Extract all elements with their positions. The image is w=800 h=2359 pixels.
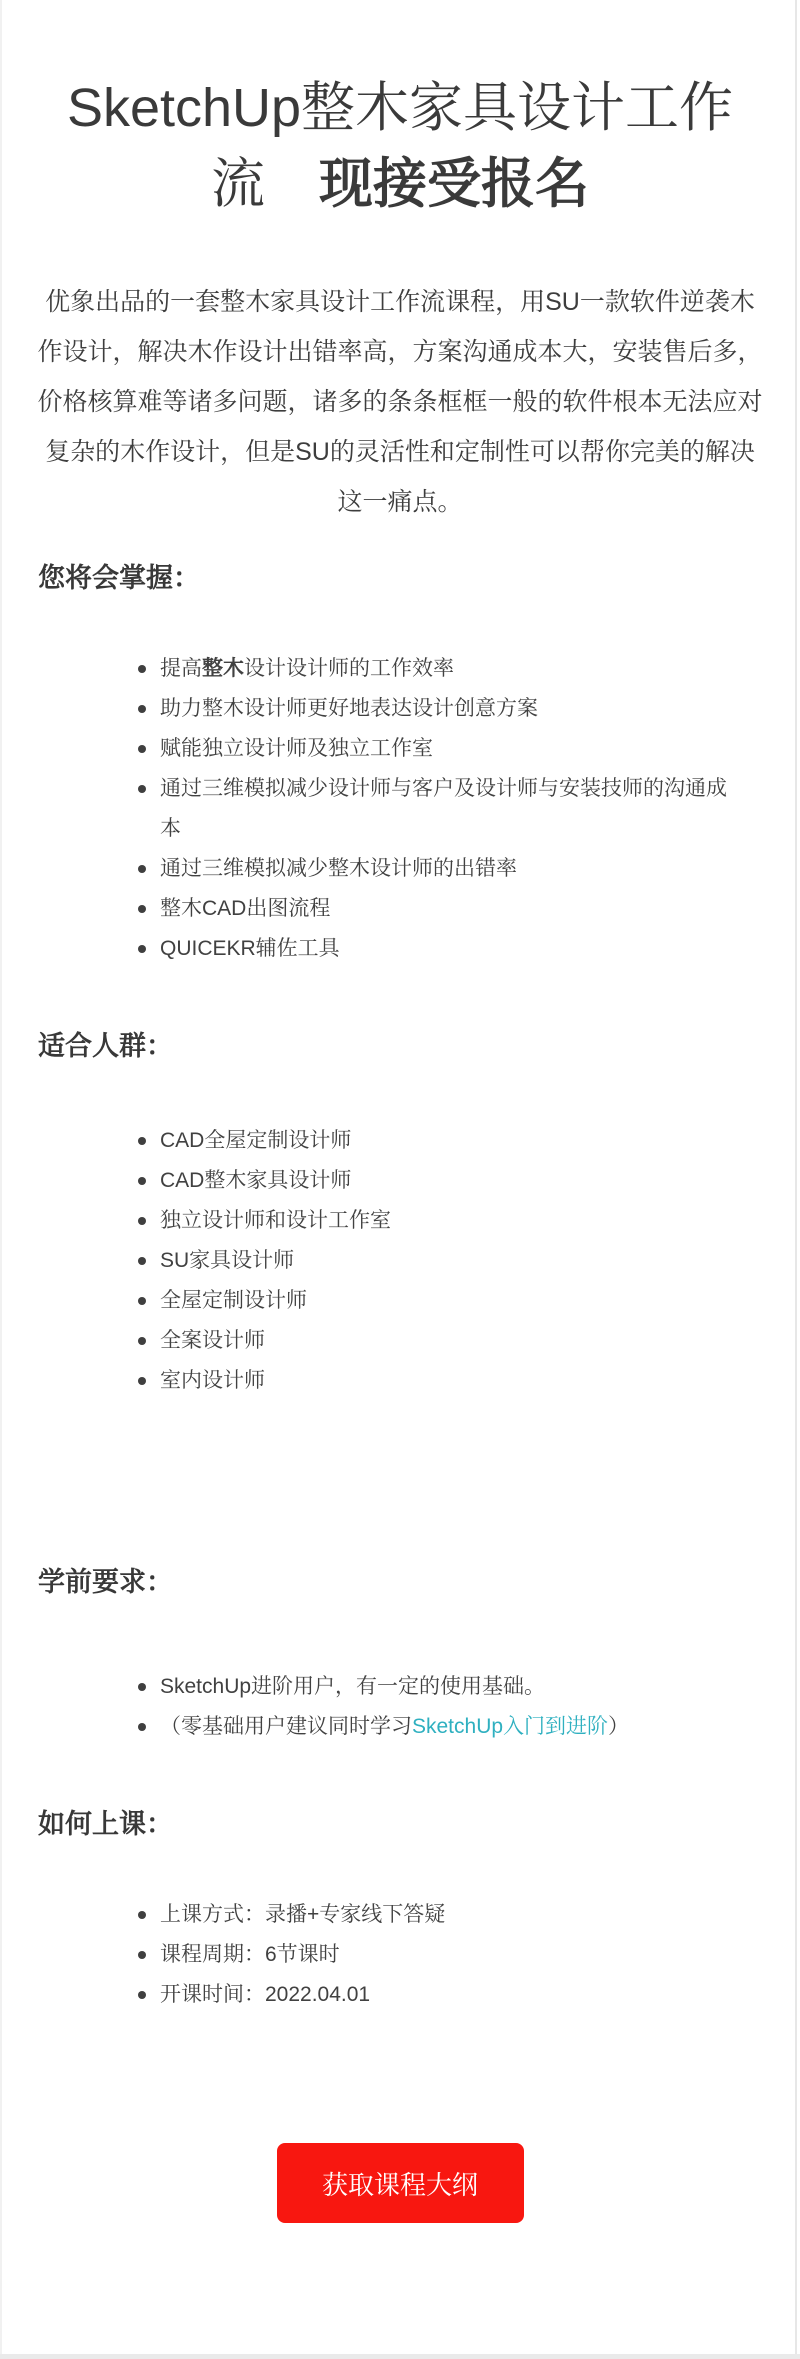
master-list xyxy=(138,649,800,969)
intro-paragraph: 优象出品的一套整木家具设计工作流课程，用SU一款软件逆袭木作设计，解决木作设计出错率高，方案沟通成本大，安装售后多，价格核算难等诸多问题，诸多的条条框框一般的软件根本无法应对复杂的木作设计，但是SU的灵活性和定制性可以帮你完美的解决这一痛点。 xyxy=(37,288,763,516)
list-item-text: 通过三维模拟减少设计师与客户及设计师与安装技师的沟通成本 xyxy=(160,777,727,840)
bullet-dot xyxy=(138,1911,146,1919)
list-item-text: 室内设计师 xyxy=(160,1369,265,1392)
bullet-dot xyxy=(138,1991,146,1999)
bullet-dot xyxy=(138,1337,146,1345)
list-item-text-pre: 提高 xyxy=(160,657,202,680)
list-item xyxy=(138,1161,738,1201)
right-edge-line xyxy=(795,0,797,2359)
list-item xyxy=(138,1667,738,1707)
list-item-text: CAD整木家具设计师 xyxy=(160,1169,352,1192)
bullet-dot xyxy=(138,1297,146,1305)
prereq-list xyxy=(138,1667,800,1747)
list-item xyxy=(138,1281,738,1321)
list-item-text: 通过三维模拟减少整木设计师的出错率 xyxy=(160,857,517,880)
list-item xyxy=(138,1975,738,2015)
list-item-text: QUICEKR辅佐工具 xyxy=(160,937,340,960)
bullet-dot xyxy=(138,705,146,713)
list-item xyxy=(138,649,738,689)
list-item-text-post: 设计设计师的工作效率 xyxy=(244,657,454,680)
list-item-text: 上课方式：录播+专家线下答疑 xyxy=(160,1903,446,1926)
list-item xyxy=(138,1121,738,1161)
list-item-text: CAD全屋定制设计师 xyxy=(160,1129,352,1152)
page-title xyxy=(0,0,800,222)
list-item xyxy=(138,849,738,889)
left-edge-line xyxy=(0,0,2,2359)
get-course-outline-button[interactable]: 获取课程大纲 xyxy=(277,2143,524,2223)
sketchup-beginner-course-link[interactable]: SketchUp入门到进阶 xyxy=(412,1715,609,1738)
section-heading-master: 您将会掌握： xyxy=(38,563,200,593)
list-item-text-pre: （零基础用户建议同时学习 xyxy=(160,1715,412,1738)
list-item-text: 独立设计师和设计工作室 xyxy=(160,1209,391,1232)
list-item-text: SU家具设计师 xyxy=(160,1249,295,1272)
list-item-text: 全屋定制设计师 xyxy=(160,1289,307,1312)
list-item-text xyxy=(160,649,454,689)
bullet-dot xyxy=(138,1683,146,1691)
list-item-text: 助力整木设计师更好地表达设计创意方案 xyxy=(160,697,538,720)
howto-list xyxy=(138,1895,800,2015)
list-item-text: 赋能独立设计师及独立工作室 xyxy=(160,737,433,760)
list-item xyxy=(138,1241,738,1281)
bottom-edge-line xyxy=(0,2354,800,2359)
list-item xyxy=(138,1201,738,1241)
bullet-dot xyxy=(138,1137,146,1145)
audience-list xyxy=(138,1121,800,1401)
list-item xyxy=(138,769,738,849)
section-heading-audience: 适合人群： xyxy=(38,1031,173,1061)
bullet-dot xyxy=(138,1377,146,1385)
list-item-text: 整木CAD出图流程 xyxy=(160,897,331,920)
bullet-dot xyxy=(138,1951,146,1959)
bullet-dot xyxy=(138,1723,146,1731)
list-item xyxy=(138,1707,738,1747)
list-item-text-post: ） xyxy=(608,1715,630,1738)
bullet-dot xyxy=(138,945,146,953)
bullet-dot xyxy=(138,865,146,873)
list-item-text: 课程周期：6节课时 xyxy=(160,1943,340,1966)
bullet-dot xyxy=(138,1177,146,1185)
list-item-text: SketchUp进阶用户，有一定的使用基础。 xyxy=(160,1675,546,1698)
list-item xyxy=(138,729,738,769)
page-title-line2-bold: 现接受报名 xyxy=(319,154,589,214)
list-item xyxy=(138,689,738,729)
list-item-text: 开课时间：2022.04.01 xyxy=(160,1983,371,2006)
bullet-dot xyxy=(138,745,146,753)
list-item xyxy=(138,889,738,929)
bullet-dot xyxy=(138,665,146,673)
list-item xyxy=(138,1935,738,1975)
list-item xyxy=(138,929,738,969)
bullet-dot xyxy=(138,1257,146,1265)
page-title-line1: SketchUp整木家具设计工作 xyxy=(66,78,734,138)
bullet-dot xyxy=(138,905,146,913)
section-heading-howto: 如何上课： xyxy=(38,1809,173,1839)
list-item-text-bold: 整木 xyxy=(202,657,244,680)
bullet-dot xyxy=(138,1217,146,1225)
list-item xyxy=(138,1895,738,1935)
list-item-text: 全案设计师 xyxy=(160,1329,265,1352)
list-item-text xyxy=(160,1707,629,1747)
list-item xyxy=(138,1321,738,1361)
page-title-line2 xyxy=(0,146,800,222)
section-heading-prereq: 学前要求： xyxy=(38,1567,173,1597)
list-item xyxy=(138,1361,738,1401)
page-title-line2-regular: 流 xyxy=(211,154,265,214)
bullet-dot xyxy=(138,785,146,793)
